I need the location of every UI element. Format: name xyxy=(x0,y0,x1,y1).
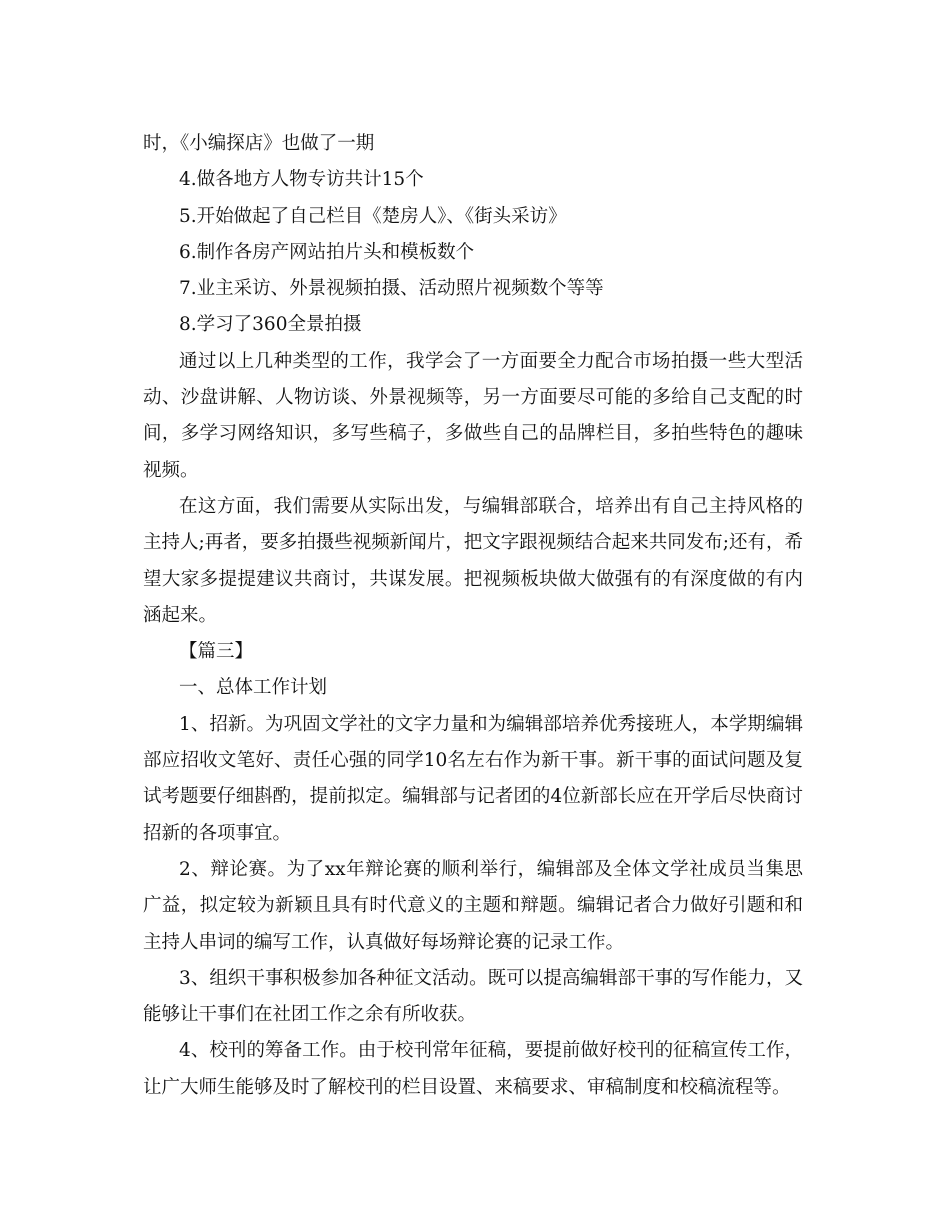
paragraph-summary: 通过以上几种类型的工作，我学会了一方面要全力配合市场拍摄一些大型活动、沙盘讲解、人物访谈、外景视频等，另一方面要尽可能的多给自己支配的时间，多学习网络知识，多写些稿子，多做些自己的品牌栏目，多拍些特色的趣味视频。 xyxy=(143,350,803,481)
paragraph-plan: 在这方面，我们需要从实际出发，与编辑部联合，培养出有自己主持风格的主持人;再者，要多拍摄些视频新闻片，把文字跟视频结合起来共同发布;还有，希望大家多提提建议共商讨，共谋发展。把视频板块做大做强有的有深度做的有内涵起来。 xyxy=(143,495,803,626)
document-body xyxy=(143,126,803,1106)
section-heading: 【篇三】 xyxy=(179,641,254,663)
subsection-heading: 一、总体工作计划 xyxy=(179,677,328,699)
list-item-6: 6.制作各房产网站拍片头和模板数个 xyxy=(179,241,475,263)
list-item-4: 4.做各地方人物专访共计15个 xyxy=(179,169,424,191)
plan-item-recruitment: 1、招新。为巩固文学社的文字力量和为编辑部培养优秀接班人，本学期编辑部应招收文笔好、责任心强的同学10名左右作为新干事。新干事的面试问题及复试考题要仔细斟酌，提前拟定。编辑部与记者团的4位新部长应在开学后尽快商讨招新的各项事宜。 xyxy=(143,713,803,844)
plan-item-debate: 2、辩论赛。为了xx年辩论赛的顺利举行，编辑部及全体文学社成员当集思广益，拟定较为新颖且具有时代意义的主题和辩题。编辑记者合力做好引题和和主持人串词的编写工作，认真做好每场辩论赛的记录工作。 xyxy=(143,858,803,953)
list-item-5: 5.开始做起了自己栏目《楚房人》、《街头采访》 xyxy=(179,205,567,227)
plan-item-school-magazine: 4、校刊的筹备工作。由于校刊常年征稿，要提前做好校刊的征稿宣传工作，让广大师生能够及时了解校刊的栏目设置、来稿要求、审稿制度和校稿流程等。 xyxy=(143,1040,803,1098)
plan-item-essay-contests: 3、组织干事积极参加各种征文活动。既可以提高编辑部干事的写作能力，又能够让干事们在社团工作之余有所收获。 xyxy=(143,967,803,1026)
list-item-7: 7.业主采访、外景视频拍摄、活动照片视频数个等等 xyxy=(179,278,604,300)
paragraph-continuation: 时，《小编探店》也做了一期 xyxy=(143,133,375,154)
list-item-8: 8.学习了360全景拍摄 xyxy=(179,314,362,336)
